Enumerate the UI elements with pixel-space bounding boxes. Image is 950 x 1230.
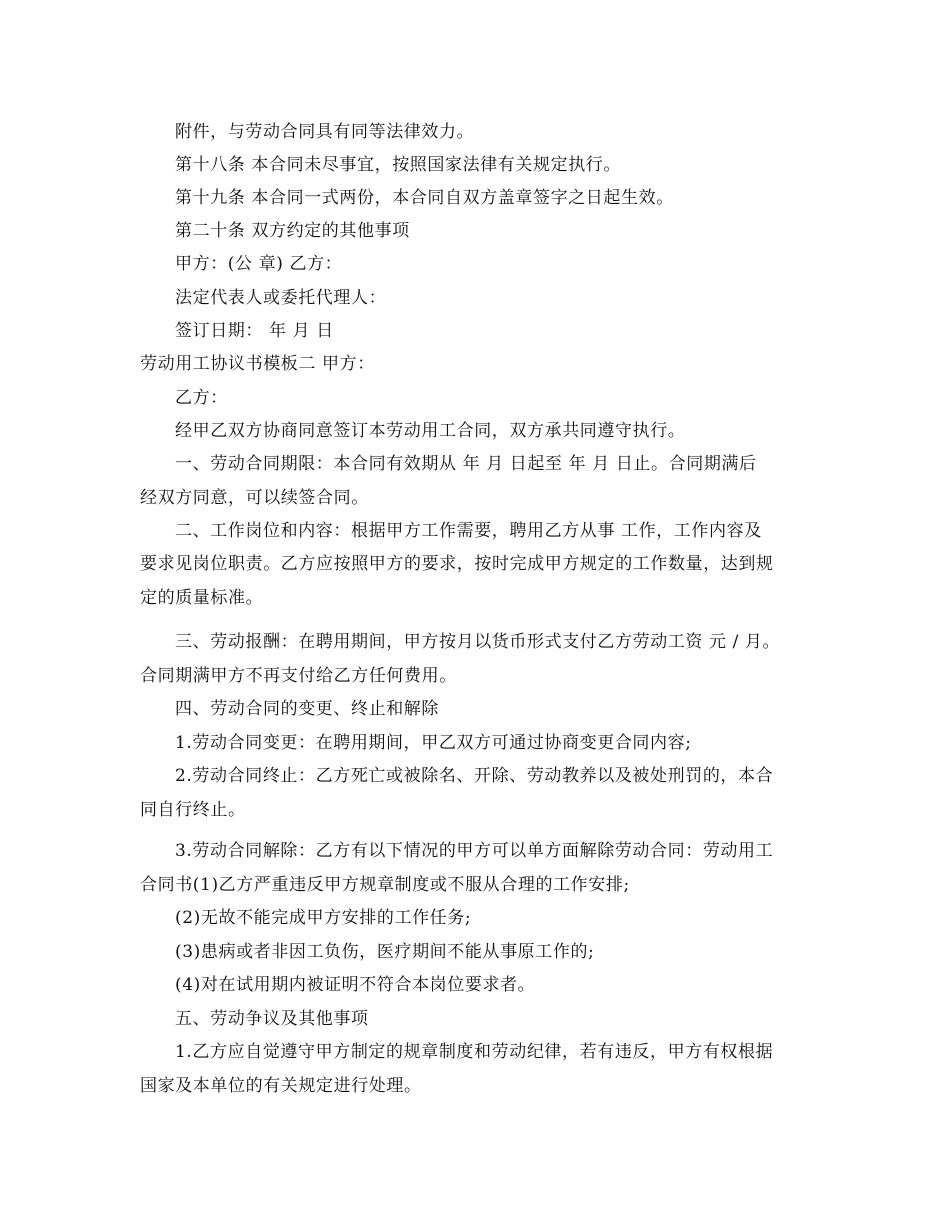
- text-line: 国家及本单位的有关规定进行处理。: [140, 1076, 422, 1096]
- text-line: 2.劳动合同终止：乙方死亡或被除名、开除、劳动教养以及被处刑罚的，本合: [175, 766, 774, 786]
- text-line: 五、劳动争议及其他事项: [175, 1009, 369, 1029]
- text-line: 3.劳动合同解除：乙方有以下情况的甲方可以单方面解除劳动合同：劳动用工: [175, 841, 774, 861]
- text-line: 经双方同意，可以续签合同。: [140, 488, 369, 508]
- text-line: 乙方：: [175, 388, 228, 408]
- text-line: 1.乙方应自觉遵守甲方制定的规章制度和劳动纪律，若有违反，甲方有权根据: [175, 1042, 774, 1062]
- text-line: 法定代表人或委托代理人：: [175, 288, 387, 308]
- text-line: 经甲乙双方协商同意签订本劳动用工合同，双方承共同遵守执行。: [175, 421, 686, 441]
- text-line: 附件，与劳动合同具有同等法律效力。: [175, 122, 475, 142]
- text-line: 要求见岗位职责。乙方应按照甲方的要求，按时完成甲方规定的工作数量，达到规: [140, 554, 774, 574]
- text-line: 第十九条 本合同一式两份，本合同自双方盖章签字之日起生效。: [175, 188, 674, 208]
- text-line: 合同期满甲方不再支付给乙方任何费用。: [140, 666, 457, 686]
- text-line: 签订日期： 年 月 日: [175, 321, 334, 341]
- text-line: 同自行终止。: [140, 800, 246, 820]
- text-line: 第二十条 双方约定的其他事项: [175, 221, 410, 241]
- text-line: (2)无故不能完成甲方安排的工作任务;: [175, 908, 472, 928]
- text-line: 定的质量标准。: [140, 588, 264, 608]
- text-line: (3)患病或者非因工负伤，医疗期间不能从事原工作的;: [175, 942, 595, 962]
- text-line: 1.劳动合同变更：在聘用期间，甲乙双方可通过协商变更合同内容;: [175, 733, 692, 753]
- text-line: 一、劳动合同期限：本合同有效期从 年 月 日起至 年 月 日止。合同期满后: [175, 454, 757, 474]
- text-line: 甲方：(公 章) 乙方：: [175, 254, 343, 274]
- text-line: (4)对在试用期内被证明不符合本岗位要求者。: [175, 975, 536, 995]
- text-line: 合同书(1)乙方严重违反甲方规章制度或不服从合理的工作安排;: [140, 875, 630, 895]
- section-heading: 劳动用工协议书模板二 甲方：: [140, 354, 375, 374]
- text-line: 四、劳动合同的变更、终止和解除: [175, 699, 439, 719]
- text-line: 第十八条 本合同未尽事宜，按照国家法律有关规定执行。: [175, 155, 622, 175]
- text-line: 三、劳动报酬：在聘用期间，甲方按月以货币形式支付乙方劳动工资 元 / 月。: [175, 632, 781, 652]
- text-line: 二、工作岗位和内容：根据甲方工作需要，聘用乙方从事 工作，工作内容及: [175, 521, 762, 541]
